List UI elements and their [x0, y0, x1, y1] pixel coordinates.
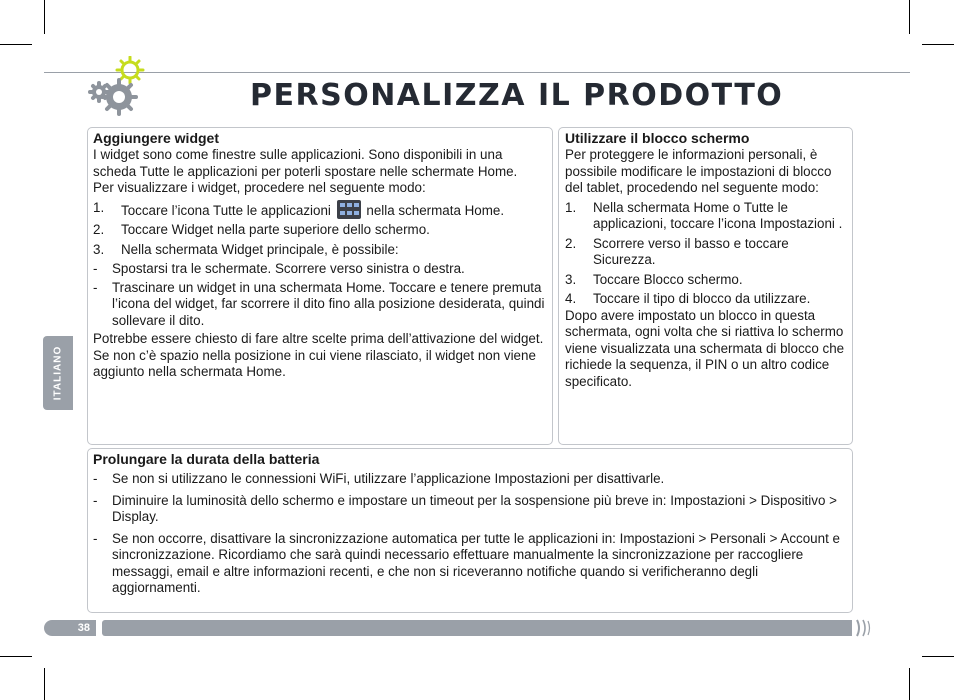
- crop-mark: [0, 656, 32, 657]
- bullet-text: Diminuire la luminosità dello schermo e impostare un timeout per la sospensione più breve in: Impostazioni > Dispositivo > Display.: [112, 492, 837, 524]
- bullet-item: [93, 261, 547, 278]
- paragraph: Per visualizzare i widget, procedere nel seguente modo:: [93, 180, 426, 195]
- paragraph: Potrebbe essere chiesto di fare altre scelte prima dell’attivazione del widget. Se non c’è spazio nella posizione in cui viene rilasciato, il widget non viene aggiunto nella schermata Home.: [93, 331, 544, 379]
- list-number: 3.: [93, 241, 105, 257]
- footer-bar: [102, 620, 852, 636]
- crop-mark: [0, 44, 32, 45]
- gears-icon: [86, 56, 146, 118]
- crop-mark: [44, 0, 45, 34]
- bullet-dash: -: [93, 492, 98, 508]
- bullet-text: Trascinare un widget in una schermata Home. Toccare e tenere premuta l’icona del widget, far scorrere il dito fino alla posizione desiderata, quindi sollevare il dito.: [112, 279, 545, 328]
- step-text: Toccare Blocco schermo.: [593, 271, 743, 287]
- bullet-item: [93, 280, 547, 330]
- list-number: 1.: [565, 199, 577, 215]
- list-item: [93, 200, 547, 220]
- crop-mark: [909, 0, 910, 34]
- bullet-dash: -: [93, 530, 98, 546]
- step-text: Toccare Widget nella parte superiore dello schermo.: [121, 222, 430, 237]
- list-item: [565, 272, 846, 289]
- crop-mark: [44, 668, 45, 700]
- list-item: [565, 236, 846, 269]
- crop-mark: [922, 656, 954, 657]
- step-text: Nella schermata Home o Tutte le applicazioni, toccare l’icona Impostazioni .: [593, 199, 843, 231]
- language-tab: [43, 336, 73, 410]
- battery-section: [87, 448, 853, 613]
- bullet-text: Se non occorre, disattivare la sincronizzazione automatica per tutte le applicazioni in: Impostazioni > Personali > Account e sincronizzazione. Ricordiamo che sarà quindi necessario effettuare manualmente la sincronizzazione per raccogliere messaggi, email e altre informazioni recenti, e che non si riceveranno notifiche quando si verificheranno degli aggiornamenti.: [112, 530, 840, 595]
- bullet-text: Spostarsi tra le schermate. Scorrere verso sinistra o destra.: [112, 261, 465, 276]
- bullet-dash: -: [93, 261, 98, 276]
- section-heading: Aggiungere widget: [93, 130, 219, 146]
- page-title: PERSONALIZZA IL PRODOTTO: [250, 78, 784, 113]
- header-rule: [44, 72, 910, 73]
- bullet-item: [93, 531, 847, 597]
- paragraph: Dopo avere impostato un blocco in questa schermata, ogni volta che si riattiva lo schermo viene visualizzata una schermata di blocco che richiede la sequenza, il PIN o un altro codice specificato.: [565, 307, 845, 389]
- step-text: Scorrere verso il basso e toccare Sicurezza.: [593, 235, 789, 267]
- list-number: 2.: [565, 235, 577, 251]
- list-item: [565, 200, 846, 233]
- section-heading: Utilizzare il blocco schermo: [565, 130, 750, 146]
- paragraph: Per proteggere le informazioni personali, è possibile modificare le impostazioni di blocco del tablet, procedendo nel seguente modo:: [565, 147, 832, 195]
- chevron-right-icon: [855, 618, 875, 638]
- step-text: Toccare il tipo di blocco da utilizzare.: [593, 291, 811, 306]
- list-number: 3.: [565, 271, 577, 287]
- list-number: 2.: [93, 222, 105, 237]
- section-heading: Prolungare la durata della batteria: [93, 451, 320, 467]
- widget-section: [87, 127, 553, 445]
- step-text: Toccare l’icona Tutte le applicazioni: [121, 202, 331, 218]
- step-text: nella schermata Home.: [366, 202, 505, 218]
- list-item: [93, 222, 547, 239]
- bullet-item: [93, 493, 847, 526]
- crop-mark: [922, 44, 954, 45]
- crop-mark: [909, 668, 910, 700]
- screen-lock-section: [558, 127, 853, 445]
- list-number: 1.: [93, 199, 105, 215]
- all-apps-icon: [337, 200, 361, 219]
- page-number: 38: [44, 620, 96, 636]
- bullet-text: Se non si utilizzano le connessioni WiFi, utilizzare l’applicazione Impostazioni per disattivarle.: [112, 471, 665, 486]
- bullet-item: [93, 471, 847, 488]
- paragraph: I widget sono come finestre sulle applicazioni. Sono disponibili in una scheda Tutte le applicazioni per poterli spostare nelle schermate Home.: [93, 147, 518, 179]
- step-text: Nella schermata Widget principale, è possibile:: [121, 241, 399, 257]
- list-item: [565, 291, 846, 308]
- list-number: 4.: [565, 291, 577, 306]
- bullet-dash: -: [93, 471, 98, 486]
- list-item: [93, 242, 547, 259]
- language-tab-label: ITALIANO: [52, 345, 64, 401]
- bullet-dash: -: [93, 279, 98, 295]
